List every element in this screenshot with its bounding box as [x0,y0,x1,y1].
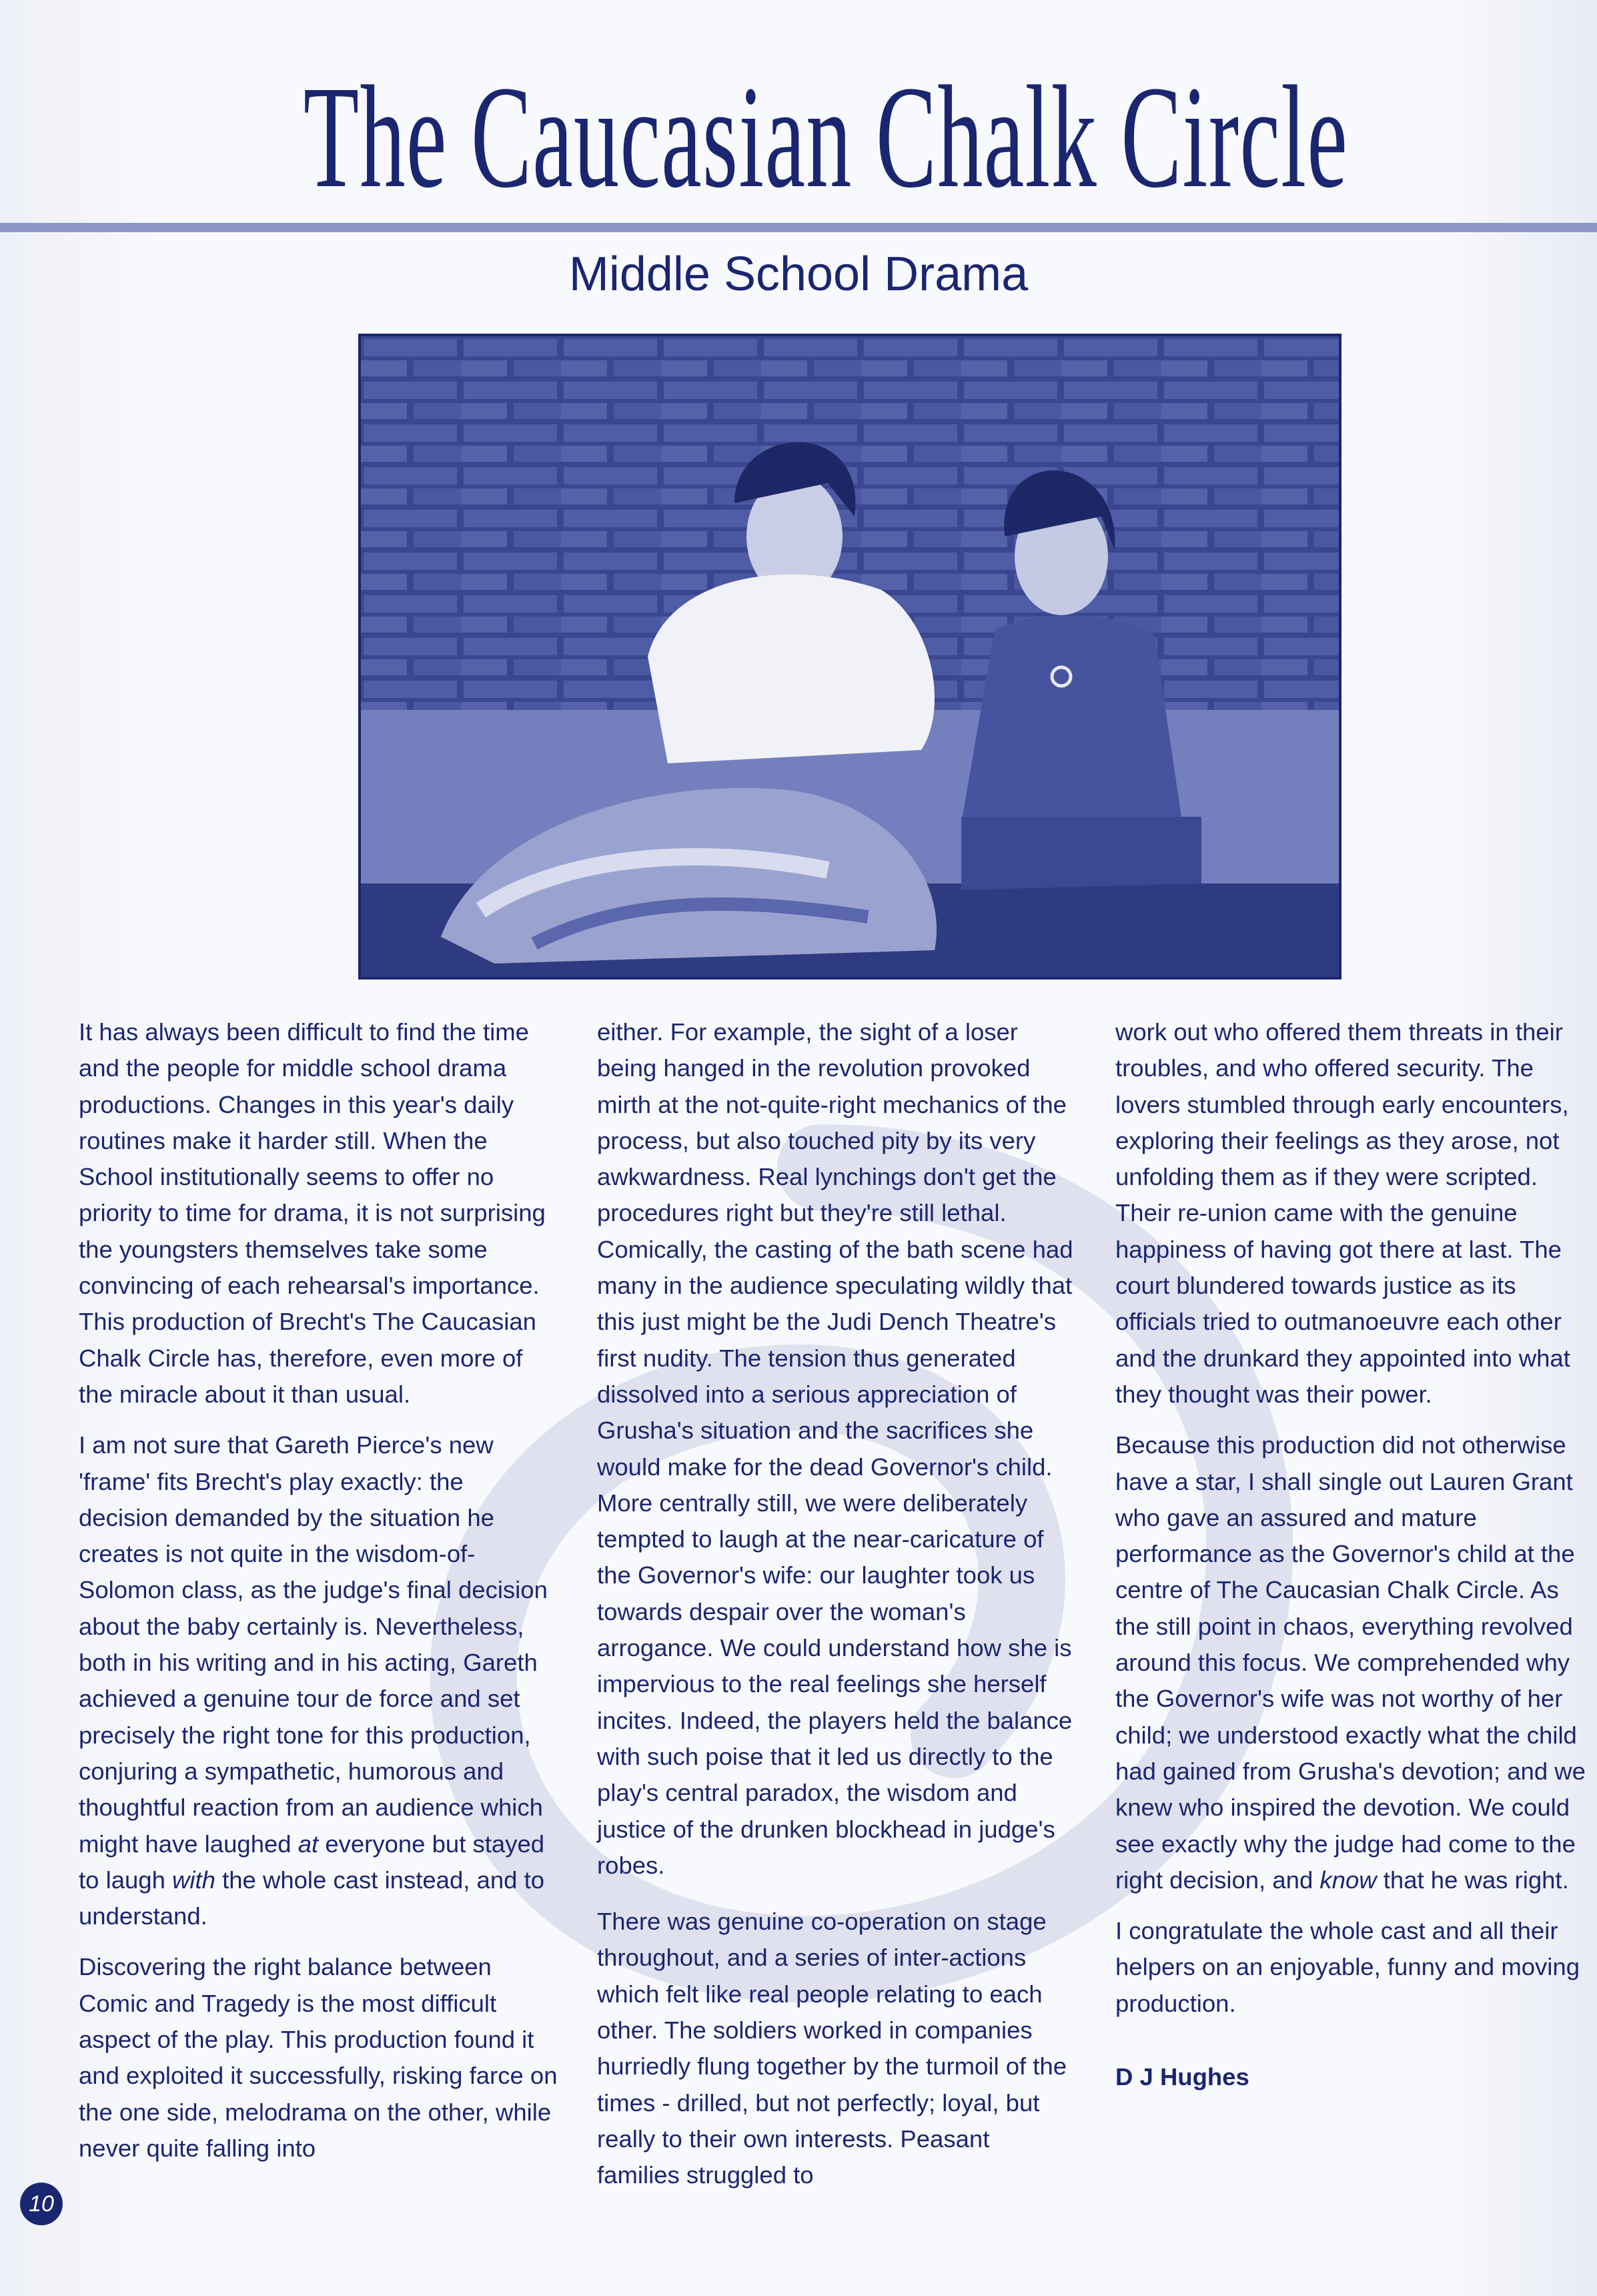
production-photo [358,334,1342,980]
text-run: I am not sure that Gareth Pierce's new 'frame' fits Brecht's play exactly: the decision demanded by the situation he creates is not quite in the wisdom-of-Solomon class, as the judge's final decision about the baby certainly is. Nevertheless, both in his writing and in his acting, Gareth achieved a genuine tour de force and set precisely the right tone for this production, conjuring a sympathetic, humorous and thoughtful reaction from an audience which might have laughed [79,1431,548,1858]
article-title: The Caucasian Chalk Circle [303,55,1349,218]
text-run: the whole cast instead, and to understand. [79,1866,545,1930]
article-subtitle: Middle School Drama [568,248,1029,301]
paragraph: Discovering the right balance between Comic and Tragedy is the most difficult aspect of the play. This production found it and exploited it successfully, risking farce on the one side, melodrama on the other, while never quite falling into [79,1953,558,2162]
article-column-2 [597,1014,1077,2209]
paragraph [1115,1427,1596,1898]
article-column-3 [1115,1014,1596,2110]
paragraph [79,1427,559,1934]
emphasis: know [1319,1866,1377,1894]
emphasis: with [172,1866,215,1894]
page-number: 10 [20,2183,63,2225]
paragraph: I congratulate the whole cast and all their helpers on an enjoyable, funny and moving production. [1115,1917,1580,2017]
paragraph: There was genuine co-operation on stage throughout, and a series of inter-actions which felt like real people relating to each other. The soldiers worked in companies hurriedly flung together by the turmoil of the times - drilled, but not perfectly; loyal, but really to their own interests. Peasant families struggled to [597,1908,1067,2189]
title-divider [0,223,1597,232]
author-signature: D J Hughes [1115,2063,1249,2091]
text-run: that he was right. [1376,1866,1569,1894]
photo-illustration [361,336,1339,977]
article-column-1 [79,1014,559,2181]
emphasis: at [298,1830,319,1858]
paragraph: It has always been difficult to find the time and the people for middle school drama productions. Changes in this year's daily routines make it harder still. When the School institutionally seems to offer no priority to time for drama, it is not surprising the youngsters themselves take some convincing of each rehearsal's importance. This production of Brecht's The Caucasian Chalk Circle has, therefore, even more of the miracle about it than usual. [79,1018,546,1408]
text-run: Because this production did not otherwise have a star, I shall single out Lauren Grant who gave an assured and mature performance as the Governor's child at the centre of The Caucasian Chalk Circle. As the still point in chaos, everything revolved around this focus. We comprehended why the Governor's wife was not worthy of her child; we understood exactly what the child had gained from Grusha's devotion; and we knew who inspired the devotion. We could see exactly why the judge had come to the right decision, and [1115,1431,1586,1894]
paragraph: work out who offered them threats in their troubles, and who offered security. The lovers stumbled through early encounters, exploring their feelings as they arose, not unfolding them as if they were scripted. Their re-union came with the genuine happiness of having got there at last. The court blundered towards justice as its officials tried to outmanoeuvre each other and the drunkard they appointed into what they thought was their power. [1115,1018,1570,1408]
text-run: everyone but stayed to laugh [79,1830,545,1894]
paragraph: either. For example, the sight of a loser being hanged in the revolution provoked mirth at the not-quite-right mechanics of the process, but also touched pity by its very awkwardness. Real lynchings don't get the procedures right but they're still lethal. Comically, the casting of the bath scene had many in the audience speculating wildly that this just might be the Judi Dench Theatre's first nudity. The tension thus generated dissolved into a serious appreciation of Grusha's situation and the sacrifices she would make for the dead Governor's child. More centrally still, we were deliberately tempted to laugh at the near-caricature of the Governor's wife: our laughter took us towards despair over the woman's arrogance. We could understand how she is impervious to the real feelings she herself incites. Indeed, the players held the balance with such poise that it led us directly to the play's central paradox, the wisdom and justice of the drunken blockhead in judge's robes. [597,1018,1073,1879]
